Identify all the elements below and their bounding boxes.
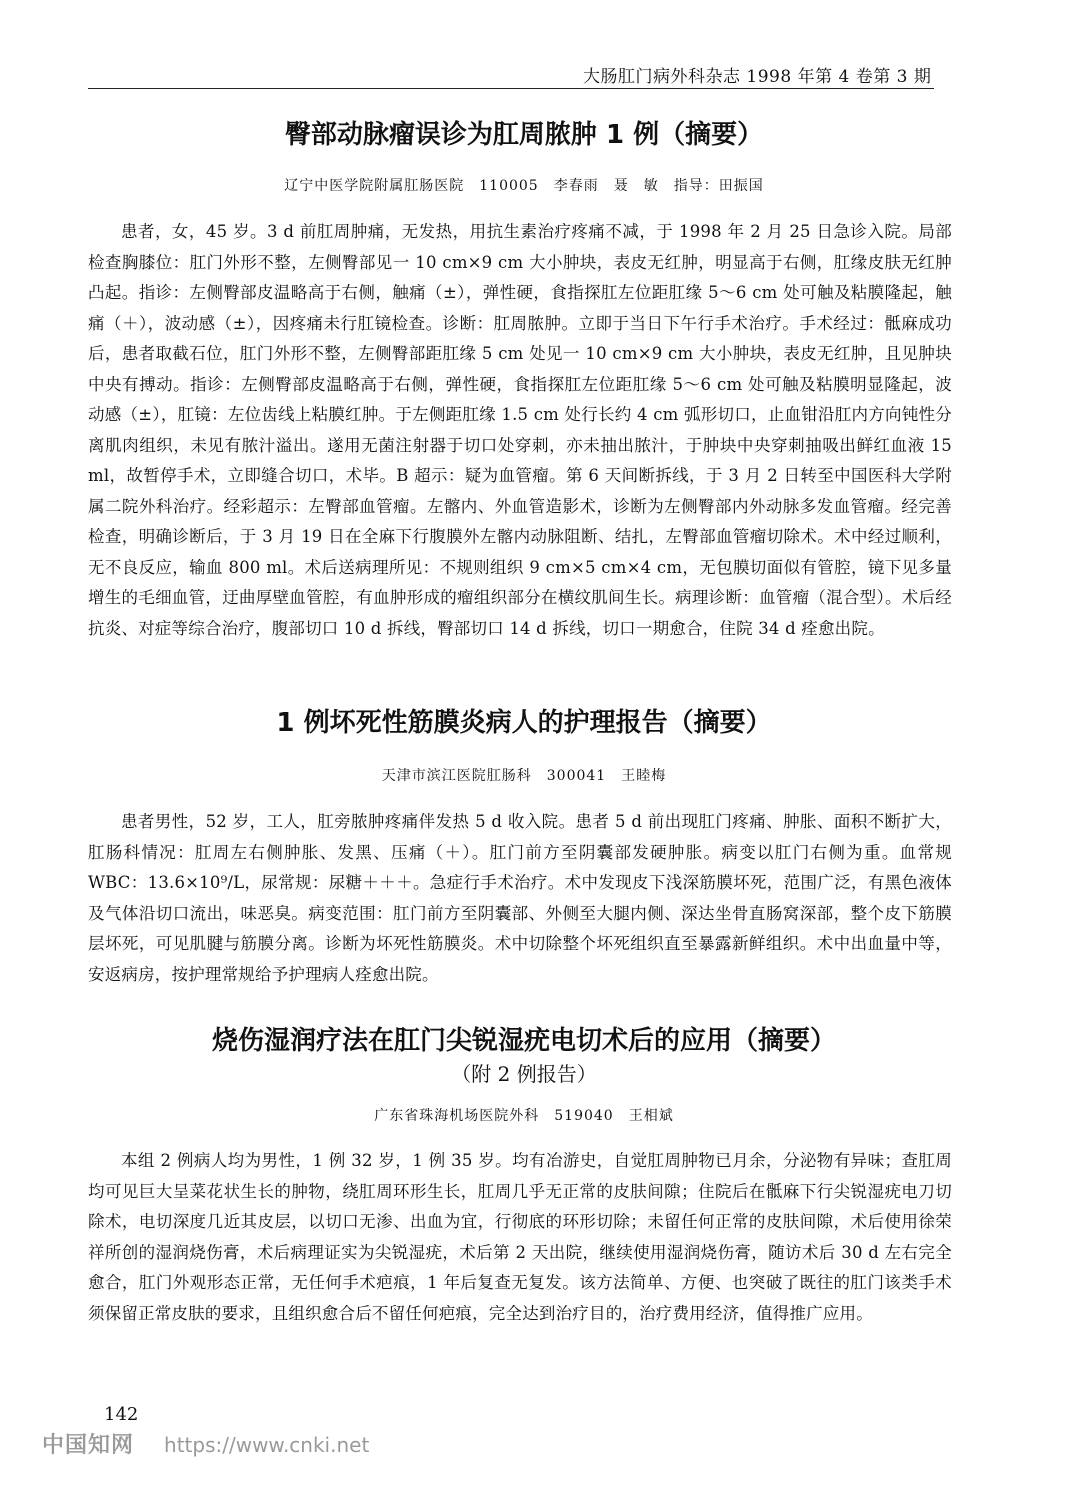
article-affiliation: 天津市滨江医院肛肠科 300041 王睦梅: [381, 768, 667, 784]
article-3: [88, 1024, 960, 1329]
running-header: 大肠肛门病外科杂志 1998 年第 4 卷第 3 期: [583, 67, 932, 87]
article-subtitle: （附 2 例报告）: [451, 1062, 597, 1086]
article-title: 1 例坏死性筋膜炎病人的护理报告（摘要）: [276, 708, 772, 738]
article-body: 患者，女，45 岁。3 d 前肛周肿痛，无发热，用抗生素治疗疼痛不减，于 1998 年 2 月 25 日急诊入院。局部检查胸膝位：肛门外形不整，左侧臀部见一 10 cm×9 cm 大小肿块，表皮无红肿，明显高于右侧，肛缘皮肤无红肿凸起。指诊：左侧臀部皮温略高于右侧，触痛（±），弹性硬，食指探肛左位距肛缘 5～6 cm 处可触及粘膜隆起，触痛（＋），波动感（±），因疼痛未行肛镜检查。诊断：肛周脓肿。立即于当日下午行手术治疗。手术经过：骶麻成功后，患者取截石位，肛门外形不整，左侧臀部距肛缘 5 cm 处见一 10 cm×9 cm 大小肿块，表皮无红肿，且见肿块中央有搏动。指诊：左侧臀部皮温略高于右侧，弹性硬，食指探肛左位距肛缘 5～6 cm 处可触及粘膜明显隆起，波动感（±），肛镜：左位齿线上粘膜红肿。于左侧距肛缘 1.5 cm 处行长约 4 cm 弧形切口，止血钳沿肛内方向钝性分离肌肉组织，未见有脓汁溢出。遂用无菌注射器于切口处穿刺，亦未抽出脓汁，于肿块中央穿刺抽吸出鲜红血液 15 ml，故暂停手术，立即缝合切口，术毕。B 超示：疑为血管瘤。第 6 天间断拆线，于 3 月 2 日转至中国医科大学附属二院外科治疗。经彩超示：左臀部血管瘤。左髂内、外血管造影术，诊断为左侧臀部内外动脉多发血管瘤。经完善检查，明确诊断后，于 3 月 19 日在全麻下行腹膜外左髂内动脉阻断、结扎，左臀部血管瘤切除术。术中经过顺利，无不良反应，输血 800 ml。术后送病理所见：不规则组织 9 cm×5 cm×4 cm，无包膜切面似有管腔，镜下见多量增生的毛细血管，迂曲厚壁血管腔，有血肿形成的瘤组织部分在横纹肌间生长。病理诊断：血管瘤（混合型）。术后经抗炎、对症等综合治疗，腹部切口 10 d 拆线，臀部切口 14 d 拆线，切口一期愈合，住院 34 d 痊愈出院。: [88, 222, 952, 638]
cnki-watermark: [42, 1428, 369, 1459]
article-title: 烧伤湿润疗法在肛门尖锐湿疣电切术后的应用（摘要）: [211, 1026, 836, 1056]
article-title: 臀部动脉瘤误诊为肛周脓肿 1 例（摘要）: [284, 120, 764, 150]
article-body: 患者男性，52 岁，工人，肛旁脓肿疼痛伴发热 5 d 收入院。患者 5 d 前出现肛门疼痛、肿胀、面积不断扩大，肛肠科情况：肛周左右侧肿胀、发黑、压痛（＋）。肛门前方至阴囊部发硬肿胀。病变以肛门右侧为重。血常规 WBC：13.6×10⁹/L，尿常规：尿糖＋＋＋。急症行手术治疗。术中发现皮下浅深筋膜坏死，范围广泛，有黑色液体及气体沿切口流出，味恶臭。病变范围：肛门前方至阴囊部、外侧至大腿内侧、深达坐骨直肠窝深部，整个皮下筋膜层坏死，可见肌腱与筋膜分离。诊断为坏死性筋膜炎。术中切除整个坏死组织直至暴露新鲜组织。术中出血量中等，安返病房，按护理常规给予护理病人痊愈出院。: [88, 812, 952, 984]
article-body: 本组 2 例病人均为男性，1 例 32 岁，1 例 35 岁。均有冶游史，自觉肛周肿物已月余，分泌物有异味；查肛周均可见巨大呈菜花状生长的肿物，绕肛周环形生长，肛周几乎无正常的皮肤间隙；住院后在骶麻下行尖锐湿疣电刀切除术，电切深度几近其皮层，以切口无渗、出血为宜，行彻底的环形切除；未留任何正常的皮肤间隙，术后使用徐荣祥所创的湿润烧伤膏，术后病理证实为尖锐湿疣，术后第 2 天出院，继续使用湿润烧伤膏，随访术后 30 d 左右完全愈合，肛门外观形态正常，无任何手术疤痕，1 年后复查无复发。该方法简单、方便、也突破了既往的肛门该类手术须保留正常皮肤的要求，且组织愈合后不留任何疤痕，完全达到治疗目的，治疗费用经济，值得推广应用。: [88, 1151, 952, 1323]
article-affiliation: 广东省珠海机场医院外科 519040 王相斌: [374, 1108, 674, 1124]
cnki-logo: 中国知网: [42, 1433, 135, 1458]
article-2: [88, 706, 960, 990]
header-rule: [88, 88, 934, 89]
cnki-url[interactable]: https://www.cnki.net: [164, 1433, 370, 1457]
page-number: 142: [104, 1404, 139, 1425]
article-affiliation: 辽宁中医学院附属肛肠医院 110005 李春雨 聂 敏 指导：田振国: [284, 178, 764, 194]
article-1: [88, 118, 960, 644]
